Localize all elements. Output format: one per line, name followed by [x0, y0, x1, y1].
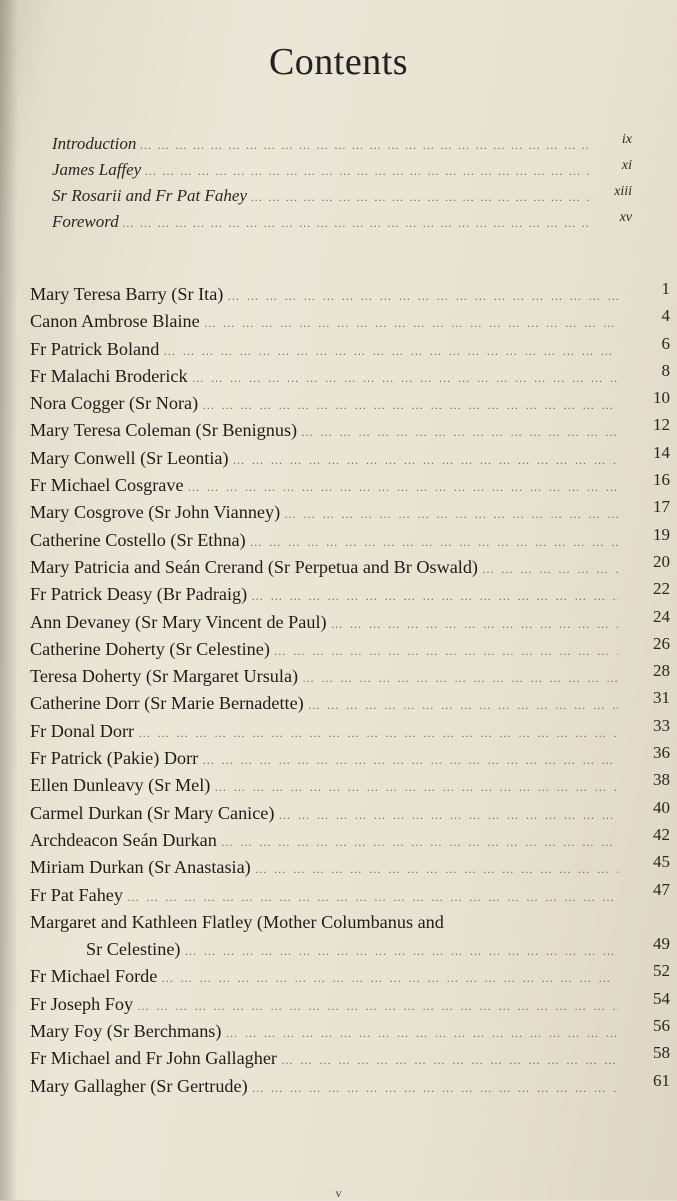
toc-page-number: 14	[653, 442, 670, 462]
toc-entry	[30, 770, 670, 802]
toc-entry	[30, 579, 670, 611]
toc-entry	[30, 606, 670, 639]
dot-leader	[233, 451, 619, 469]
toc-entry-title: Catherine Costello (Sr Ethna)	[30, 529, 246, 550]
toc-page-number: 1	[661, 279, 670, 298]
dot-leader	[225, 1024, 618, 1042]
toc-entry	[30, 961, 670, 993]
dot-leader	[251, 188, 590, 206]
toc-entry-title: Fr Michael Forde	[30, 966, 158, 987]
toc-page-number: 47	[653, 879, 670, 899]
toc-entry-title: Archdeacon Seán Durkan	[30, 829, 217, 850]
toc-entry	[30, 633, 670, 666]
dot-leader	[255, 860, 618, 878]
toc-entry	[52, 186, 632, 212]
toc-entry-title: Fr Pat Fahey	[30, 884, 123, 905]
toc-page-number: 38	[653, 770, 670, 790]
toc-entry	[30, 879, 670, 912]
toc-entry-title: Catherine Doherty (Sr Celestine)	[30, 638, 270, 659]
toc-entry	[52, 160, 632, 186]
toc-entry-title: Fr Michael Cosgrave	[30, 475, 184, 496]
toc-entry-title: Mary Gallagher (Sr Gertrude)	[30, 1075, 248, 1096]
toc-entry-title: Fr Patrick Deasy (Br Padraig)	[30, 584, 248, 605]
toc-page-number: 54	[653, 988, 670, 1008]
toc-page-number: ix	[621, 132, 632, 147]
toc-page-number: 52	[653, 961, 670, 981]
toc-entry-title: Sr Rosarii and Fr Pat Fahey	[52, 186, 248, 205]
toc-entry-title: James Laffey	[52, 160, 142, 179]
dot-leader	[331, 615, 618, 633]
toc-entry	[30, 1016, 670, 1048]
toc-page-number: 56	[653, 1016, 670, 1036]
toc-entry-title: Mary Patricia and Seán Crerand (Sr Perpetua and Br Oswald)	[30, 556, 478, 577]
dot-leader	[308, 696, 618, 714]
toc-page-number: 22	[653, 579, 670, 599]
toc-entry-title: Nora Cogger (Sr Nora)	[30, 393, 199, 414]
toc-entry-title: Mary Conwell (Sr Leontia)	[30, 447, 229, 468]
toc-page-number: 26	[653, 633, 670, 653]
toc-page-number: 45	[653, 852, 670, 872]
toc-page-number: 61	[653, 1070, 670, 1090]
dot-leader	[252, 1079, 618, 1097]
toc-page-number: 4	[661, 306, 670, 326]
dot-leader	[138, 724, 618, 742]
toc-entry	[30, 442, 670, 475]
toc-entry	[30, 388, 670, 420]
toc-entry-title: Ellen Dunleavy (Sr Mel)	[30, 775, 211, 796]
dot-leader	[161, 969, 618, 987]
toc-entry	[30, 1070, 670, 1103]
toc-page-number: 33	[653, 715, 670, 735]
toc-entry-title: Fr Patrick Boland	[30, 338, 160, 359]
toc-page-number: xv	[619, 210, 632, 225]
dot-leader	[274, 642, 618, 660]
toc-entry	[30, 743, 670, 775]
toc-page-number: 31	[653, 688, 670, 708]
toc-entry-title: Introduction	[52, 134, 137, 153]
toc-entry	[52, 134, 632, 160]
toc-entry-title: Ann Devaney (Sr Mary Vincent de Paul)	[30, 611, 327, 632]
dot-leader	[163, 342, 618, 360]
toc-entry	[30, 333, 670, 366]
toc-page-number: 28	[653, 661, 670, 681]
dot-leader	[188, 478, 618, 496]
dot-leader	[145, 162, 590, 180]
toc-entry-title: Margaret and Kathleen Flatley (Mother Columbanus and	[30, 911, 444, 932]
page-title: Contents	[268, 41, 409, 83]
dot-leader	[482, 560, 618, 578]
toc-entry-title: Sr Celestine)	[86, 939, 181, 960]
dot-leader	[192, 369, 618, 387]
dot-leader	[278, 806, 618, 824]
toc-entry	[30, 524, 670, 557]
toc-entry-title: Fr Michael and Fr John Gallagher	[30, 1048, 277, 1069]
toc-page-number: 10	[653, 388, 670, 408]
page-folio: v	[335, 1186, 342, 1200]
toc-page-number: 19	[653, 524, 670, 544]
toc-entry-title: Mary Foy (Sr Berchmans)	[30, 1021, 222, 1042]
dot-leader	[284, 505, 618, 523]
toc-entry-title: Catherine Dorr (Sr Marie Bernadette)	[30, 693, 304, 714]
toc-entry	[30, 360, 670, 393]
toc-page-number: 36	[653, 743, 670, 763]
toc-page-number: 16	[653, 470, 670, 490]
toc-page-number: 6	[661, 333, 670, 353]
dot-leader	[204, 314, 618, 332]
toc-entry-title: Mary Cosgrove (Sr John Vianney)	[30, 502, 281, 523]
toc-page-number: 17	[653, 497, 670, 517]
toc-entry-title: Foreword	[52, 212, 119, 231]
dot-leader	[301, 423, 618, 441]
toc-entry-title: Fr Joseph Foy	[30, 993, 134, 1014]
toc-entry-title: Mary Teresa Coleman (Sr Benignus)	[30, 420, 298, 441]
toc-entry-title: Carmel Durkan (Sr Mary Canice)	[30, 802, 275, 823]
toc-entry-title: Miriam Durkan (Sr Anastasia)	[30, 857, 251, 878]
toc-entry	[30, 306, 670, 338]
spine-shadow	[0, 0, 18, 1200]
dot-leader	[227, 287, 618, 305]
dot-leader	[127, 888, 618, 906]
toc-entry	[30, 661, 670, 693]
toc-page-number: 24	[653, 606, 670, 626]
dot-leader	[202, 751, 618, 769]
toc-entry-title: Canon Ambrose Blaine	[30, 311, 200, 332]
toc-entry	[30, 470, 670, 502]
dot-leader	[140, 136, 590, 154]
dot-leader	[221, 833, 618, 851]
toc-entry	[30, 912, 670, 939]
toc-page-number: 42	[653, 824, 670, 844]
toc-entry	[30, 1043, 670, 1075]
toc-page-number: xiii	[614, 184, 632, 199]
toc-page-number: 58	[653, 1043, 670, 1063]
toc-page-number: 40	[653, 797, 670, 817]
toc-page-number: 20	[653, 551, 670, 571]
toc-entry	[30, 852, 670, 884]
toc-page-number: 49	[653, 934, 670, 954]
dot-leader	[184, 942, 618, 960]
dot-leader	[123, 214, 590, 232]
front-matter-list	[52, 134, 632, 238]
toc-page-number: xi	[621, 158, 632, 173]
toc-entry	[30, 497, 670, 529]
dot-leader	[281, 1051, 618, 1069]
contents-list	[30, 279, 670, 1103]
dot-leader	[251, 587, 618, 605]
toc-entry	[30, 988, 670, 1021]
dot-leader	[250, 533, 618, 551]
toc-entry	[30, 715, 670, 748]
dot-leader	[214, 778, 618, 796]
toc-entry	[30, 934, 670, 966]
toc-entry-title: Teresa Doherty (Sr Margaret Ursula)	[30, 666, 299, 687]
dot-leader	[137, 997, 618, 1015]
toc-entry-title: Fr Malachi Broderick	[30, 365, 188, 386]
dot-leader	[302, 669, 618, 687]
toc-entry	[30, 279, 670, 311]
toc-entry-title: Fr Patrick (Pakie) Dorr	[30, 748, 199, 769]
toc-entry-title: Fr Donal Dorr	[30, 720, 135, 741]
toc-entry	[52, 212, 632, 238]
dot-leader	[202, 396, 618, 414]
toc-page-number: 12	[653, 415, 670, 435]
toc-page-number: 8	[661, 360, 670, 380]
toc-entry	[30, 688, 670, 720]
toc-entry	[30, 797, 670, 830]
toc-entry	[30, 415, 670, 447]
toc-entry	[30, 824, 670, 857]
toc-entry-title: Mary Teresa Barry (Sr Ita)	[30, 284, 224, 304]
toc-entry	[30, 551, 670, 584]
